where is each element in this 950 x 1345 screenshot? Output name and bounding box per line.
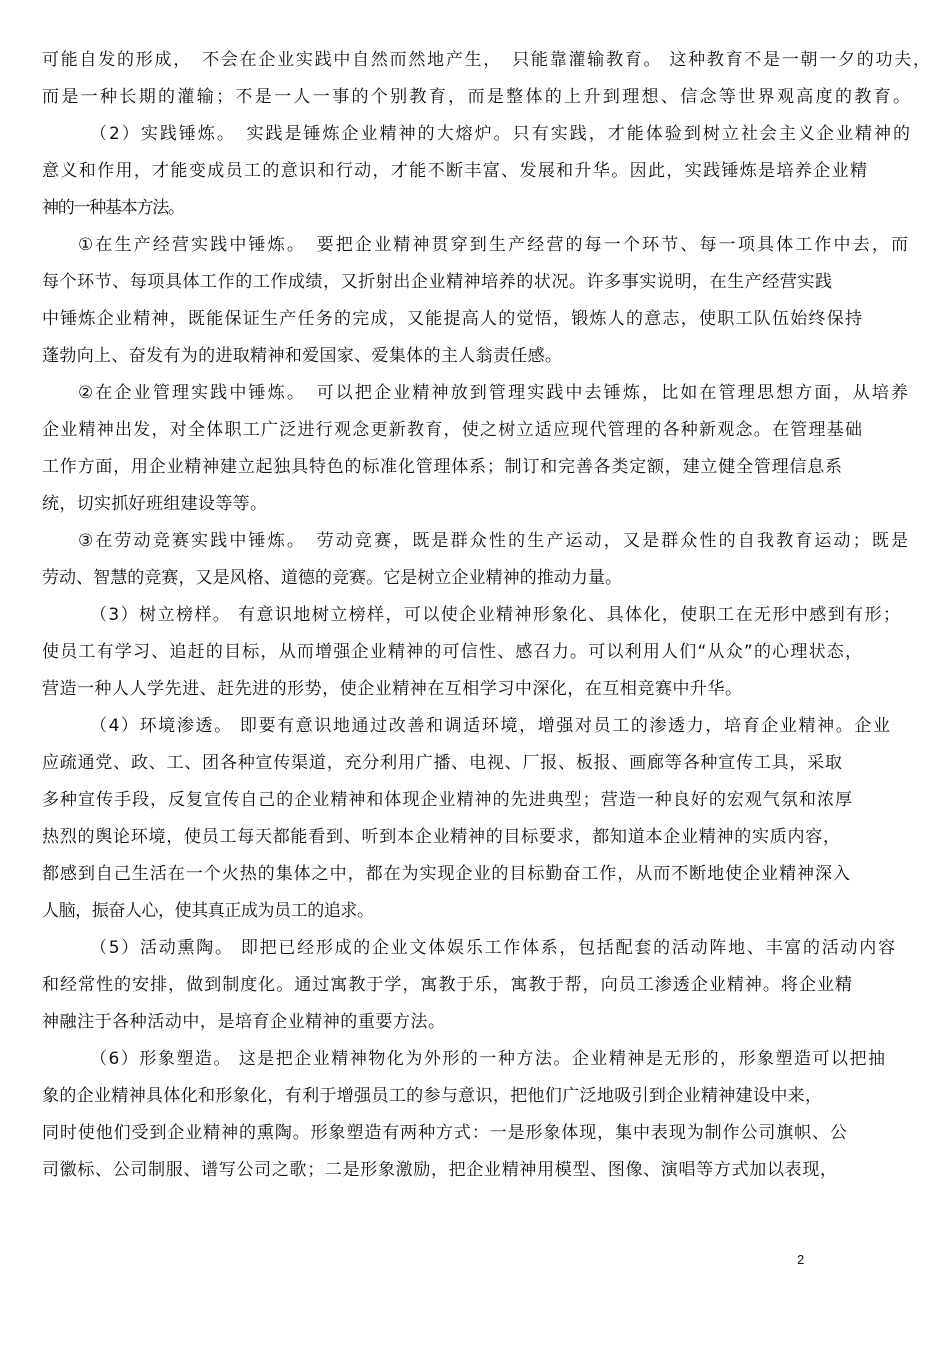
text-line: （3）树立榜样。 有意识地树立榜样，可以使企业精神形象化、具体化，使职工在无形中感到有形； [90,605,902,625]
text-line: 热烈的舆论环境，使员工每天都能看到、听到本企业精神的目标要求，都知道本企业精神的实质内容， [42,827,841,847]
text-line: ②在企业管理实践中锤炼。 可以把企业精神放到管理实践中去锤炼，比如在管理思想方面，从培养 [78,383,911,403]
text-line: 神融注于各种活动中，是培育企业精神的重要方法。 [42,1012,446,1032]
text-line: 和经常性的安排，做到制度化。通过寓教于学，寓教于乐，寓教于帮，向员工渗透企业精神。将企业精 [42,975,854,995]
text-line: 蓬勃向上、奋发有为的进取精神和爱国家、爱集体的主人翁责任感。 [42,346,563,366]
text-line: （4）环境渗透。 即要有意识地通过改善和调适环境，增强对员工的渗透力，培育企业精神。企业 [90,716,892,736]
page-number: 2 [797,1252,805,1267]
text-line: 企业精神出发，对全体职工广泛进行观念更新教育，使之树立适应现代管理的各种新观念。在管理基础 [42,420,864,440]
text-line: ③在劳动竞赛实践中锤炼。 劳动竞赛，既是群众性的生产运动，又是群众性的自我教育运动；既是 [78,531,911,551]
text-line: 工作方面，用企业精神建立起独具特色的标准化管理体系；制订和完善各类定额，建立健全管理信息系 [42,457,843,477]
text-line: （6）形象塑造。 这是把企业精神物化为外形的一种方法。企业精神是无形的，形象塑造可以把抽 [90,1049,887,1069]
text-line: 神的一种基本方法。 [42,198,184,218]
text-line: ①在生产经营实践中锤炼。 要把企业精神贯穿到生产经营的每一个环节、每一项具体工作中去，而 [78,235,911,255]
text-line: （2）实践锤炼。 实践是锤炼企业精神的大熔炉。只有实践，才能体验到树立社会主义企业精神的 [90,124,913,144]
text-line: 而是一种长期的灌输；不是一人一事的个别教育，而是整体的上升到理想、信念等世界观高度的教育。 [42,87,913,107]
text-line: 每个环节、每项具体工作的工作成绩，又折射出企业精神培养的状况。许多事实说明，在生产经营实践 [42,272,833,292]
text-line: 统，切实抓好班组建设等等。 [42,494,268,514]
text-line: 使员工有学习、追赶的目标，从而增强企业精神的可信性、感召力。可以利用人们“从众”的心理状态， [42,642,864,662]
text-line: 营造一种人人学先进、赶先进的形势，使企业精神在互相学习中深化，在互相竞赛中升华。 [42,679,743,699]
text-line: 多种宣传手段，反复宣传自己的企业精神和体现企业精神的先进典型；营造一种良好的宏观气氛和浓厚 [42,790,854,810]
text-line: 应疏通党、政、工、团各种宣传渠道，充分利用广播、电视、厂报、板报、画廊等各种宣传工具，采取 [42,753,843,773]
text-line: 可能自发的形成， 不会在企业实践中自然而然地产生， 只能靠灌输教育。 这种教育不是一朝一夕的功夫， [42,50,932,70]
text-line: 意义和作用，才能变成员工的意识和行动，才能不断丰富、发展和升华。因此，实践锤炼是培养企业精 [42,161,869,181]
text-line: 司徽标、公司制服、谱写公司之歌；二是形象激励，把企业精神用模型、图像、演唱等方式加以表现， [42,1160,838,1180]
text-line: 人脑，振奋人心，使其真正成为员工的追求。 [42,901,374,921]
text-line: 象的企业精神具体化和形象化，有利于增强员工的参与意识，把他们广泛地吸引到企业精神建设中来， [42,1086,823,1106]
text-line: 都感到自己生活在一个火热的集体之中，都在为实现企业的目标勤奋工作，从而不断地使企业精神深入 [42,864,851,884]
text-line: 同时使他们受到企业精神的熏陶。形象塑造有两种方式：一是形象体现，集中表现为制作公司旗帜、公 [42,1123,848,1143]
text-line: 劳动、智慧的竞赛，又是风格、道德的竞赛。它是树立企业精神的推动力量。 [42,568,623,588]
text-line: 中锤炼企业精神，既能保证生产任务的完成，又能提高人的觉悟，锻炼人的意志，使职工队伍始终保持 [42,309,864,329]
text-line: （5）活动熏陶。 即把已经形成的企业文体娱乐工作体系，包括配套的活动阵地、丰富的活动内容 [90,938,897,958]
